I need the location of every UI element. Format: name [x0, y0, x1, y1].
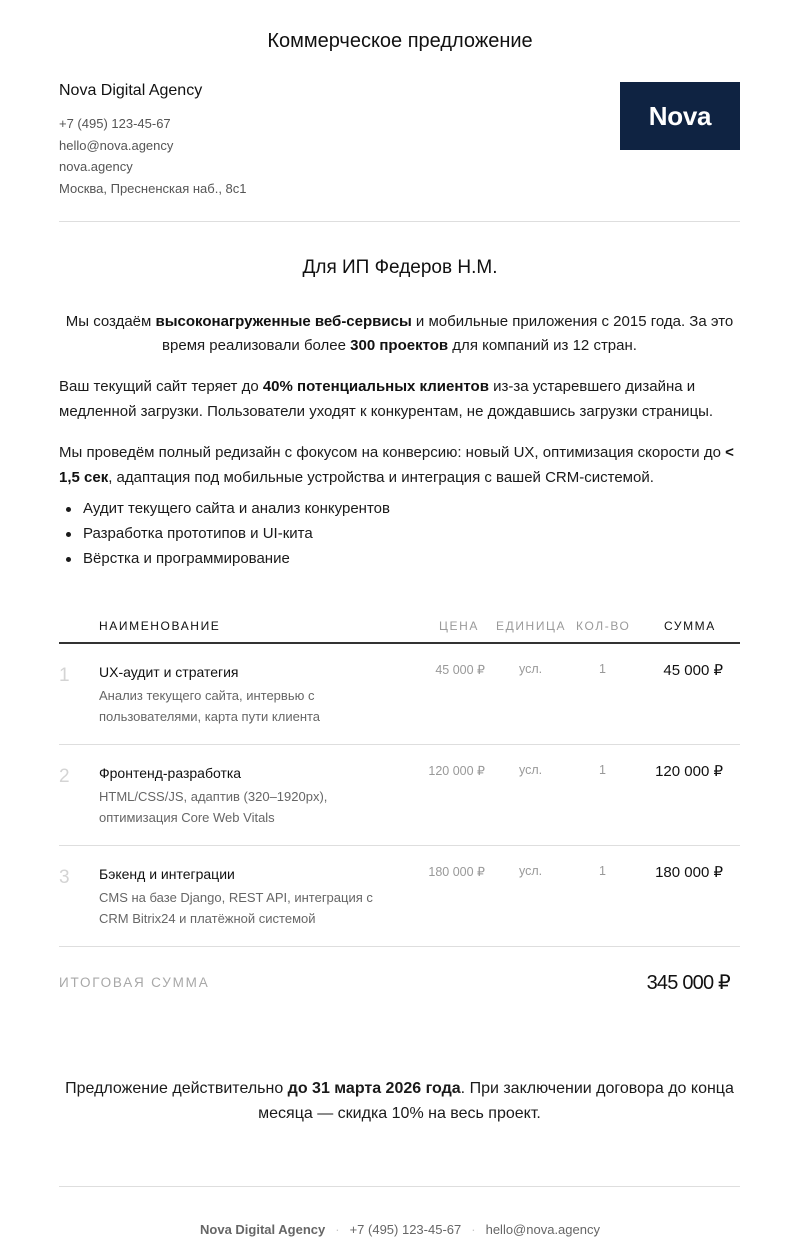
validity-text: . При заключении договора до конца месяца — скидка 10% на весь проект. [258, 1080, 734, 1122]
header-divider [59, 221, 740, 222]
row-sum: 45 000 ₽ [663, 662, 723, 679]
column-header-name: НАИМЕНОВАНИЕ [99, 619, 221, 633]
column-header-price: ЦЕНА [439, 619, 479, 633]
footer-phone: +7 (495) 123-45-67 [349, 1222, 462, 1237]
solution-paragraph [59, 440, 740, 490]
intro-text: и мобильные приложения с 2015 года. За это время реализовали более [162, 313, 734, 354]
row-price: 180 000 ₽ [428, 865, 485, 879]
row-description: Анализ текущего сайта, интервью с пользователями, карта пути клиента [99, 688, 321, 724]
total-value: 345 000 ₽ [646, 972, 730, 994]
company-website: nova.agency [59, 159, 133, 174]
row-description: CMS на базе Django, REST API, интеграция с CRM Bitrix24 и платёжной системой [99, 890, 373, 926]
solution-highlight: < 1,5 сек [59, 444, 734, 486]
validity-deadline: до 31 марта 2026 года [287, 1080, 461, 1097]
intro-highlight: 300 проектов [350, 337, 449, 354]
company-address: Москва, Пресненская наб., 8с1 [59, 180, 247, 196]
footer-separator: · [335, 1222, 340, 1237]
intro-text: Мы создаём [65, 313, 156, 330]
row-title: UX-аудит и стратегия [99, 664, 239, 680]
row-sum: 180 000 ₽ [655, 864, 723, 881]
validity-text: Предложение действительно [65, 1080, 288, 1097]
row-quantity: 1 [599, 864, 606, 878]
services-list-item: Аудит текущего сайта и анализ конкурентов [59, 496, 740, 521]
column-header-sum: СУММА [664, 619, 716, 633]
table-row [59, 745, 740, 846]
services-list-item: Разработка прототипов и UI-кита [59, 521, 740, 546]
intro-paragraph [59, 310, 740, 358]
services-list [59, 496, 740, 571]
row-quantity: 1 [599, 662, 606, 676]
footer [0, 1222, 800, 1237]
company-info [59, 82, 247, 199]
company-name: Nova Digital Agency [59, 82, 203, 99]
row-unit: усл. [519, 662, 543, 676]
solution-text: , адаптация под мобильные устройства и интеграция с вашей CRM-системой. [108, 469, 654, 486]
row-title: Бэкенд и интеграции [99, 866, 235, 882]
total-label: ИТОГОВАЯ СУММА [59, 975, 210, 990]
row-number: 3 [59, 867, 70, 888]
row-quantity: 1 [599, 763, 606, 777]
company-logo: Nova [620, 82, 740, 150]
client-heading: Для ИП Федеров Н.М. [302, 257, 498, 278]
row-title: Фронтенд-разработка [99, 765, 242, 781]
row-unit: усл. [519, 864, 543, 878]
table-row [59, 644, 740, 745]
intro-text: для компаний из 12 стран. [448, 337, 637, 354]
problem-paragraph [59, 374, 740, 424]
problem-text: из-за устаревшего дизайна и медленной загрузки. Пользователи уходят к конкурентам, не дождавшись загрузки страницы. [59, 378, 714, 420]
footer-divider [59, 1186, 740, 1187]
row-description: HTML/CSS/JS, адаптив (320–1920px), оптимизация Core Web Vitals [99, 789, 328, 825]
problem-text: Ваш текущий сайт теряет до [59, 378, 263, 395]
row-price: 45 000 ₽ [435, 663, 485, 677]
footer-company: Nova Digital Agency [200, 1222, 326, 1237]
validity-note [59, 1076, 740, 1126]
footer-email: hello@nova.agency [485, 1222, 600, 1237]
column-header-unit: ЕДИНИЦА [496, 619, 567, 633]
company-email: hello@nova.agency [59, 137, 174, 153]
row-price: 120 000 ₽ [428, 764, 485, 778]
problem-highlight: 40% потенциальных клиентов [262, 378, 489, 395]
footer-separator: · [471, 1222, 476, 1237]
solution-text: Мы проведём полный редизайн с фокусом на конверсию: новый UX, оптимизация скорости до [59, 444, 726, 461]
table-row [59, 846, 740, 947]
document-title: Коммерческое предложение [267, 30, 533, 52]
row-unit: усл. [519, 763, 543, 777]
column-header-qty: КОЛ-ВО [576, 619, 631, 633]
intro-highlight: высоконагруженные веб-сервисы [155, 313, 412, 330]
services-list-item: Вёрстка и программирование [59, 546, 740, 571]
company-phone: +7 (495) 123-45-67 [59, 116, 171, 131]
row-number: 1 [59, 665, 70, 686]
row-sum: 120 000 ₽ [655, 763, 723, 780]
row-number: 2 [59, 766, 70, 787]
